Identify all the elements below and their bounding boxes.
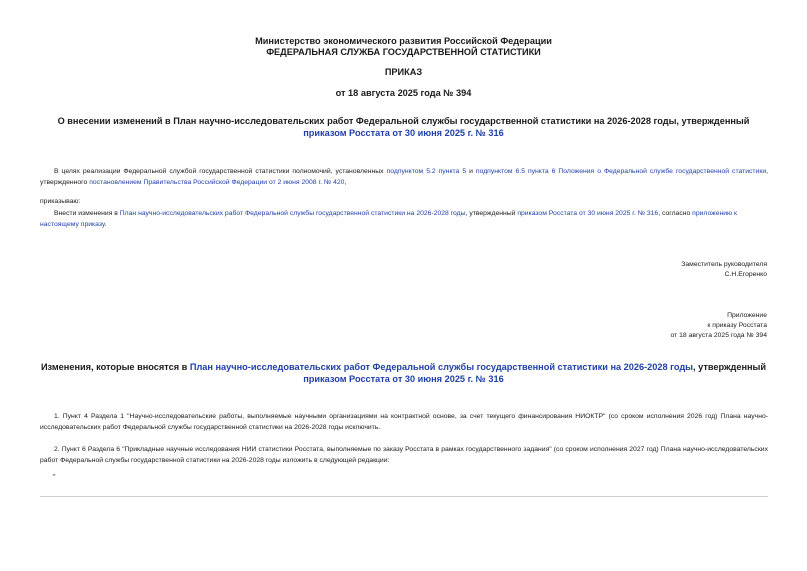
appendix-order: к приказу Росстата [707,322,767,329]
appendix-date: от 18 августа 2025 года № 394 [670,332,767,339]
order-316-link[interactable]: приказом Росстата от 30 июня 2025 г. № 316 [303,374,504,384]
appendix-title-text: Изменения, которые вносятся в [40,362,190,372]
appendix-link[interactable]: приложению к настоящему приказу [40,210,737,228]
order-316-link[interactable]: приказом Росстата от 30 июня 2025 г. № 316 [303,128,504,138]
document-header [0,36,807,58]
preamble-text: , [344,179,347,186]
order-word: приказываю: [40,198,81,205]
preamble-text: и [466,168,476,175]
appendix-title-text: , утвержденный [693,362,767,372]
subparagraph-6-5-link[interactable]: подпунктом 6.5 пункта 6 Положения о Федеральной службе государственной статистики [475,168,767,175]
appendix-title [40,361,767,385]
preamble-text: В целях реализации Федеральной службой государственной статистики полномочий, установленных [54,168,387,175]
signature-block [681,260,767,280]
signer-name: С.Н.Егоренко [724,271,767,278]
preamble-text: , утвержденного [40,168,769,186]
preamble-paragraph [40,166,768,188]
document-title [40,115,767,139]
subparagraph-5-2-link[interactable]: подпунктом 5.2 пункта 5 [386,168,467,175]
document-type: ПРИКАЗ [384,67,423,77]
change-item: 2. Пункт 6 Раздела 6 "Прикладные научные исследования НИИ статистики Росстата, выполняемые по заказу Росстата в рамках государственного задания" (со сроком исполнения 2027 год) Плана научно-исследовательских работ Федеральной службы государственной статистики на 2026-2028 годы изложить в следующей редакции: [40,446,768,464]
order-paragraph [40,208,768,230]
title-text: О внесении изменений в План научно-исследовательских работ Федеральной службы государственной статистики на 2026-2028 годы, утвержденный [57,116,750,126]
order-text: . [104,221,107,228]
order-text: , утвержденный [465,210,518,217]
research-plan-link[interactable]: План научно-исследовательских работ Федеральной службы государственной статистики на 2026-2028 годы [189,362,694,372]
quote-mark: " [53,474,56,481]
research-plan-link[interactable]: План научно-исследовательских работ Федеральной службы государственной статистики на 2026-2028 годы [119,210,466,217]
document-date: от 18 августа 2025 года № 394 [335,88,472,98]
signer-position: Заместитель руководителя [681,261,767,268]
divider [40,496,768,497]
government-decree-link[interactable]: постановлением Правительства Российской Федерации от 2 июня 2008 г. № 420 [89,179,345,186]
order-text: Внести изменения в [54,210,120,217]
appendix-label: Приложение [727,312,767,319]
order-text: , согласно [658,210,693,217]
change-item: 1. Пункт 4 Раздела 1 "Научно-исследовательские работы, выполняемые научными организациями на контрактной основе, за счет текущего финансирования НИОКТР" (со сроком исполнения 2026 год) Плана научно-исследовательских работ Федеральной службы государственной статистики на 2026-2028 годы исключить. [40,413,768,431]
appendix-reference [670,311,767,341]
ministry-name: Министерство экономического развития Российской Федерации [255,36,552,46]
order-316-link[interactable]: приказом Росстата от 30 июня 2025 г. № 316 [517,210,659,217]
service-name: ФЕДЕРАЛЬНАЯ СЛУЖБА ГОСУДАРСТВЕННОЙ СТАТИСТИКИ [266,47,541,57]
